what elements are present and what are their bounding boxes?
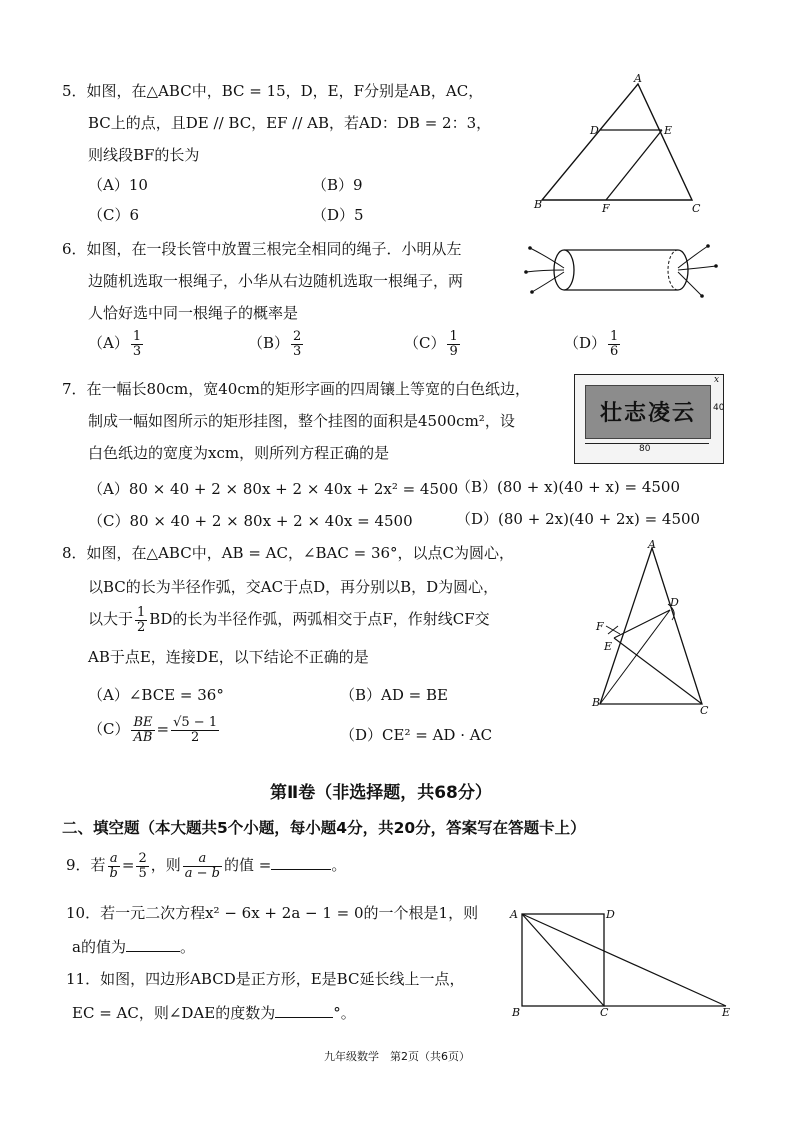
q11-line2: EC = AC，则∠DAE的度数为 °。	[72, 1004, 356, 1022]
q6-line1: 6．如图，在一段长管中放置三根完全相同的绳子．小明从左	[62, 240, 462, 258]
q5-option-b: （B）9	[312, 176, 363, 194]
q5-option-a: （A）10	[88, 176, 148, 194]
q8-label-d: D	[670, 596, 679, 609]
q11-answer-blank	[275, 1003, 333, 1018]
q7-painting-text: 壮志凌云	[599, 401, 696, 426]
q6-line3: 人恰好选中同一根绳子的概率是	[88, 304, 299, 322]
q6-option-b: （B） $\frac{2}{3}$	[248, 329, 302, 359]
q8-option-a: （A）∠BCE = 36°	[88, 686, 224, 704]
q7-painting	[585, 385, 711, 439]
q9-line: 9．若 $\frac{a}{b}$ = $\frac{2}{5}$ ，则 $\frac{a}{a - b}$ 的值 = 。	[66, 851, 347, 881]
q8-line1: 8．如图，在△ABC中，AB = AC，∠BAC = 36°，以点C为圆心，	[62, 544, 515, 562]
q11-label-a: A	[510, 908, 518, 921]
q8-label-c: C	[700, 704, 709, 717]
q11-line1: 11．如图，四边形ABCD是正方形，E是BC延长线上一点，	[66, 970, 465, 988]
q5-line2: BC上的点，且DE // BC，EF // AB，若AD：DB = 2：3，	[88, 114, 492, 132]
q8-triangle-figure	[586, 538, 726, 718]
q10-line1: 10．若一元二次方程x² − 6x + 2a − 1 = 0的一个根是1，则	[66, 904, 479, 922]
q11-label-d: D	[606, 908, 615, 921]
q7-option-a: （A）80 × 40 + 2 × 80x + 2 × 40x + 2x² = 4500	[88, 480, 459, 498]
q8-label-a: A	[648, 538, 656, 551]
q8-option-c: （C） $\frac{BE}{AB}$ = $\frac{√5 - 1}{2}$	[88, 715, 218, 745]
q6-option-c: （C） $\frac{1}{9}$	[404, 329, 458, 359]
q8-line3: 以大于 $\frac{1}{2}$ BD的长为半径作弧，两弧相交于点F，作射线CF交	[88, 605, 490, 635]
q5-label-f: F	[602, 202, 610, 215]
q7-frame-figure	[574, 374, 724, 464]
q7-line2: 制成一幅如图所示的矩形挂图，整个挂图的面积是4500cm²，设	[88, 412, 515, 430]
q5-option-d: （D）5	[312, 206, 364, 224]
q5-option-c: （C）6	[88, 206, 140, 224]
q5-line3: 则线段BF的长为	[88, 146, 200, 164]
q8-line2: 以BC的长为半径作弧，交AC于点D，再分别以B，D为圆心，	[88, 578, 499, 596]
q5-label-a: A	[634, 72, 642, 85]
q11-label-e: E	[722, 1006, 731, 1019]
q11-label-c: C	[600, 1006, 609, 1019]
q5-triangle-figure	[520, 72, 720, 222]
q8-label-e: E	[604, 640, 613, 653]
section2-title: 二、填空题（本大题共5个小题，每小题4分，共20分，答案写在答题卡上）	[62, 819, 586, 837]
page-footer: 九年级数学 第2页（共6页）	[324, 1050, 470, 1063]
q10-line2: a的值为 。	[72, 938, 195, 956]
q7-option-c: （C）80 × 40 + 2 × 80x + 2 × 40x = 4500	[88, 512, 413, 530]
q11-label-b: B	[512, 1006, 521, 1019]
q5-label-d: D	[590, 124, 599, 137]
q7-x-label: x	[714, 375, 720, 385]
q5-line1: 5．如图，在△ABC中，BC = 15，D，E，F分别是AB，AC，	[62, 82, 484, 100]
q8-line4: AB于点E，连接DE，以下结论不正确的是	[88, 648, 369, 666]
q5-label-e: E	[664, 124, 673, 137]
q9-answer-blank	[271, 855, 331, 870]
q7-option-d: （D）(80 + 2x)(40 + 2x) = 4500	[456, 510, 701, 528]
q8-label-b: B	[592, 696, 601, 709]
q7-line3: 白色纸边的宽度为xcm，则所列方程正确的是	[88, 444, 390, 462]
q5-label-c: C	[692, 202, 701, 215]
q5-label-b: B	[534, 198, 543, 211]
q6-line2: 边随机选取一根绳子，小华从右边随机选取一根绳子，两	[88, 272, 464, 290]
q6-option-a: （A） $\frac{1}{3}$	[88, 329, 142, 359]
part2-title: 第Ⅱ卷（非选择题，共68分）	[270, 783, 492, 803]
q10-answer-blank	[126, 937, 180, 952]
q7-height-label: 40	[713, 403, 725, 413]
q6-pipe-figure	[518, 236, 728, 306]
q6-option-d: （D） $\frac{1}{6}$	[564, 329, 619, 359]
q8-option-d: （D）CE² = AD · AC	[340, 726, 493, 744]
q7-option-b: （B）(80 + x)(40 + x) = 4500	[456, 478, 681, 496]
q8-option-b: （B）AD = BE	[340, 686, 448, 704]
q8-label-f: F	[596, 620, 604, 633]
q7-line1: 7．在一幅长80cm，宽40cm的矩形字画的四周镶上等宽的白色纸边，	[62, 380, 530, 398]
q7-width-label: 80	[639, 444, 651, 454]
q11-square-figure	[508, 904, 740, 1020]
